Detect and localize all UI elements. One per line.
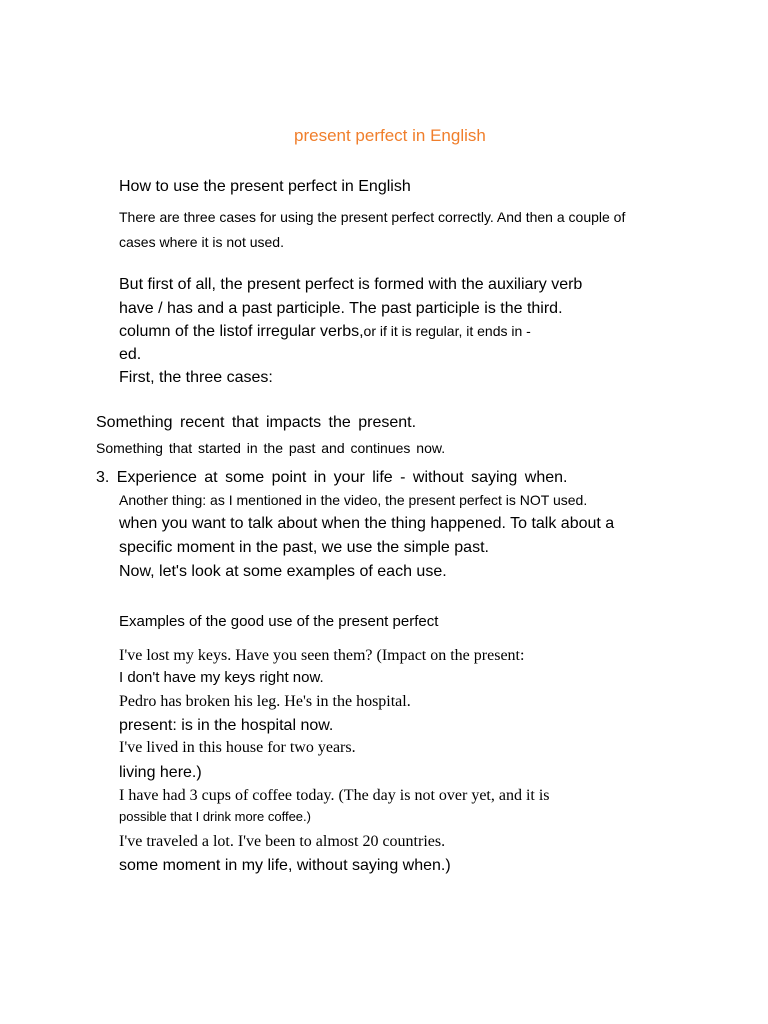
intro-line-1: There are three cases for using the present perfect correctly. And then a couple of (119, 209, 626, 225)
example-line-2: I don't have my keys right now. (119, 669, 324, 686)
example-line-10: some moment in my life, without saying when.) (119, 857, 451, 874)
formation-line-2: have / has and a past participle. The past participle is the third. (119, 300, 563, 317)
example-line-8: possible that I drink more coffee.) (119, 809, 311, 824)
formation-line-4: ed. (119, 346, 142, 363)
intro-line-2: cases where it is not used. (119, 234, 284, 250)
example-line-7: I have had 3 cups of coffee today. (The day is not over yet, and it is (119, 787, 550, 804)
example-line-1: I've lost my keys. Have you seen them? (Impact on the present: (119, 647, 525, 664)
example-line-3: Pedro has broken his leg. He's in the hospital. (119, 693, 411, 710)
example-line-5: I've lived in this house for two years. (119, 739, 356, 756)
formation-line-3 (119, 324, 531, 340)
case-2: Something that started in the past and continues now. (96, 440, 446, 456)
example-line-6: living here.) (119, 764, 202, 781)
not-used-line-1: Another thing: as I mentioned in the video, the present perfect is NOT used. (119, 492, 588, 508)
formation-line-3b: or if it is regular, it ends in - (363, 323, 531, 339)
formation-line-3a: column of the listof irregular verbs, (119, 323, 364, 340)
examples-heading: Examples of the good use of the present perfect (119, 613, 439, 630)
example-line-9: I've traveled a lot. I've been to almost 20 countries. (119, 833, 446, 850)
example-line-4: present: is in the hospital now. (119, 717, 334, 734)
not-used-line-3: specific moment in the past, we use the simple past. (119, 539, 489, 556)
case-1: Something recent that impacts the present. (96, 414, 417, 431)
section-heading: How to use the present perfect in English (119, 178, 411, 195)
not-used-line-4: Now, let's look at some examples of each use. (119, 563, 447, 580)
formation-line-5: First, the three cases: (119, 369, 273, 386)
formation-line-1: But first of all, the present perfect is formed with the auxiliary verb (119, 276, 583, 293)
not-used-line-2: when you want to talk about when the thing happened. To talk about a (119, 515, 615, 532)
document-title: present perfect in English (294, 126, 486, 145)
case-3: 3. Experience at some point in your life - without saying when. (96, 469, 568, 486)
